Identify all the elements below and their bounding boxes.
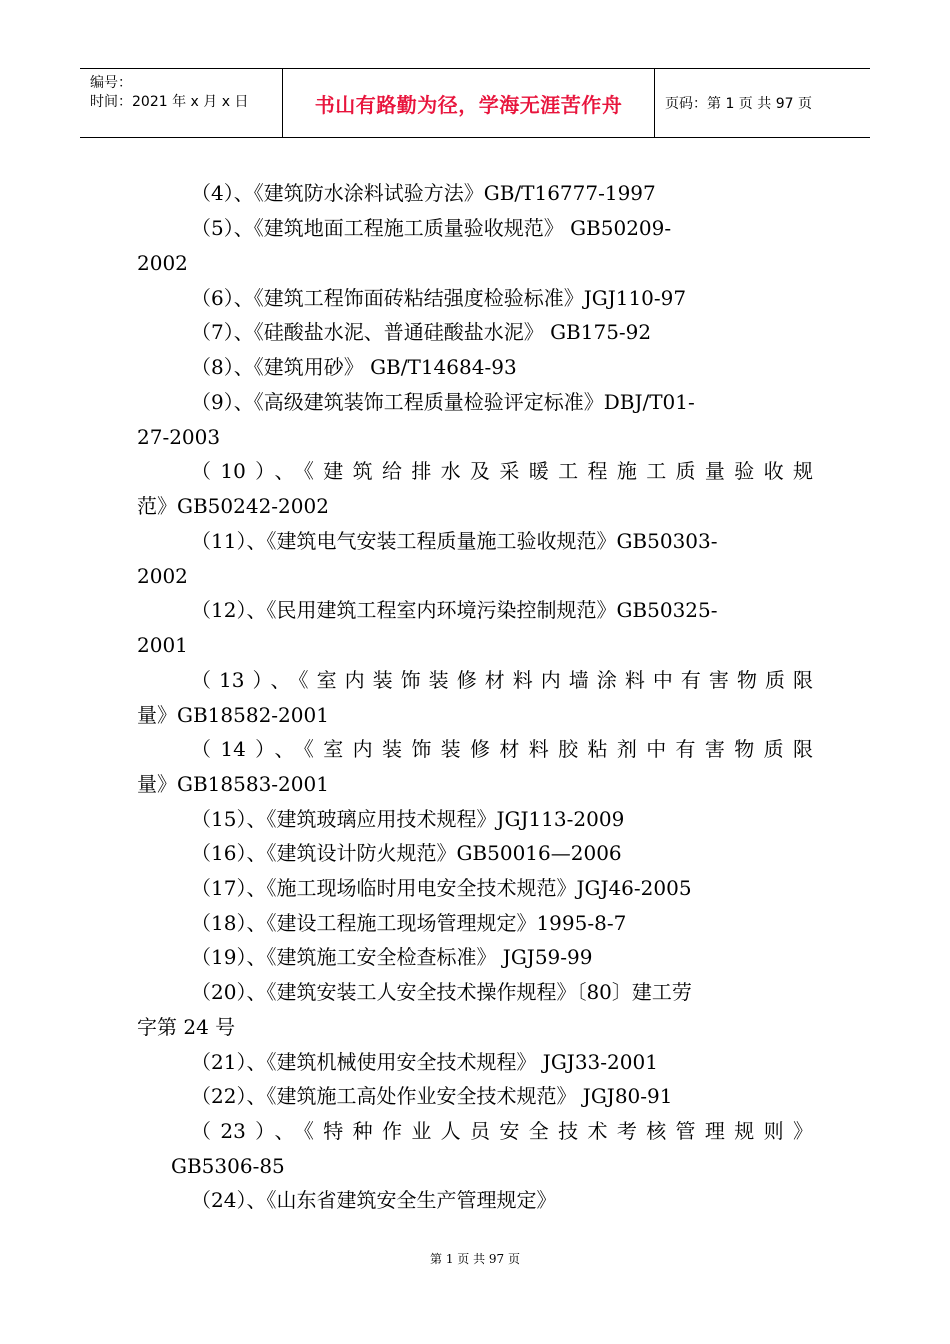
list-item: （12）、《民用建筑工程室内环境污染控制规范》GB50325- xyxy=(191,598,718,622)
number-label: 编号： xyxy=(90,75,132,91)
page-footer: 第 1 页 共 97 页 xyxy=(430,1252,520,1266)
list-item: （4）、《建筑防水涂料试验方法》GB/T16777-1997 xyxy=(191,181,656,205)
list-item: （23）、《特种作业人员安全技术考核管理规则》 xyxy=(191,1119,813,1143)
list-item: （21）、《建筑机械使用安全技术规程》 JGJ33-2001 xyxy=(191,1050,658,1074)
list-item: （24）、《山东省建筑安全生产管理规定》 xyxy=(191,1188,557,1212)
list-item: （11）、《建筑电气安装工程质量施工验收规范》GB50303- xyxy=(191,529,718,553)
list-item-continuation: GB5306-85 xyxy=(171,1154,285,1178)
list-item: （22）、《建筑施工高处作业安全技术规范》 JGJ80-91 xyxy=(191,1084,673,1108)
list-item: （14）、《室内装饰装修材料胶粘剂中有害物质限 xyxy=(191,737,813,761)
list-item: （5）、《建筑地面工程施工质量验收规范》 GB50209- xyxy=(191,216,672,240)
list-item: （17）、《施工现场临时用电安全技术规范》JGJ46-2005 xyxy=(191,876,692,900)
list-item: （16）、《建筑设计防火规范》GB50016—2006 xyxy=(191,841,622,865)
list-item: （20）、《建筑安装工人安全技术操作规程》〔80〕建工劳 xyxy=(191,980,692,1004)
list-item-continuation: 27-2003 xyxy=(137,425,221,449)
list-item: （13）、《室内装饰装修材料内墙涂料中有害物质限 xyxy=(191,668,813,692)
list-item-continuation: 量》GB18582-2001 xyxy=(137,703,329,727)
list-item: （9）、《高级建筑装饰工程质量检验评定标准》DBJ/T01- xyxy=(191,390,695,414)
list-item: （6）、《建筑工程饰面砖粘结强度检验标准》JGJ110-97 xyxy=(191,286,687,310)
list-item-continuation: 量》GB18583-2001 xyxy=(137,772,329,796)
list-item: （15）、《建筑玻璃应用技术规程》JGJ113-2009 xyxy=(191,807,625,831)
motto-text: 书山有路勤为径，学海无涯苦作舟 xyxy=(314,92,623,117)
list-item-continuation: 2001 xyxy=(137,633,188,657)
time-label: 时间：2021 年 x 月 x 日 xyxy=(90,94,249,110)
list-item-continuation: 范》GB50242-2002 xyxy=(137,494,329,518)
page-info: 页码：第 1 页 共 97 页 xyxy=(665,96,812,112)
list-item: （18）、《建设工程施工现场管理规定》1995-8-7 xyxy=(191,911,627,935)
list-item-continuation: 2002 xyxy=(137,251,188,275)
list-item: （8）、《建筑用砂》 GB/T14684-93 xyxy=(191,355,517,379)
list-item: （19）、《建筑施工安全检查标准》 JGJ59-99 xyxy=(191,945,593,969)
list-item-continuation: 2002 xyxy=(137,564,188,588)
list-item-continuation: 字第 24 号 xyxy=(137,1015,236,1039)
list-item: （7）、《硅酸盐水泥、普通硅酸盐水泥》 GB175-92 xyxy=(191,320,652,344)
list-item: （10）、《建筑给排水及采暖工程施工质量验收规 xyxy=(191,459,813,483)
